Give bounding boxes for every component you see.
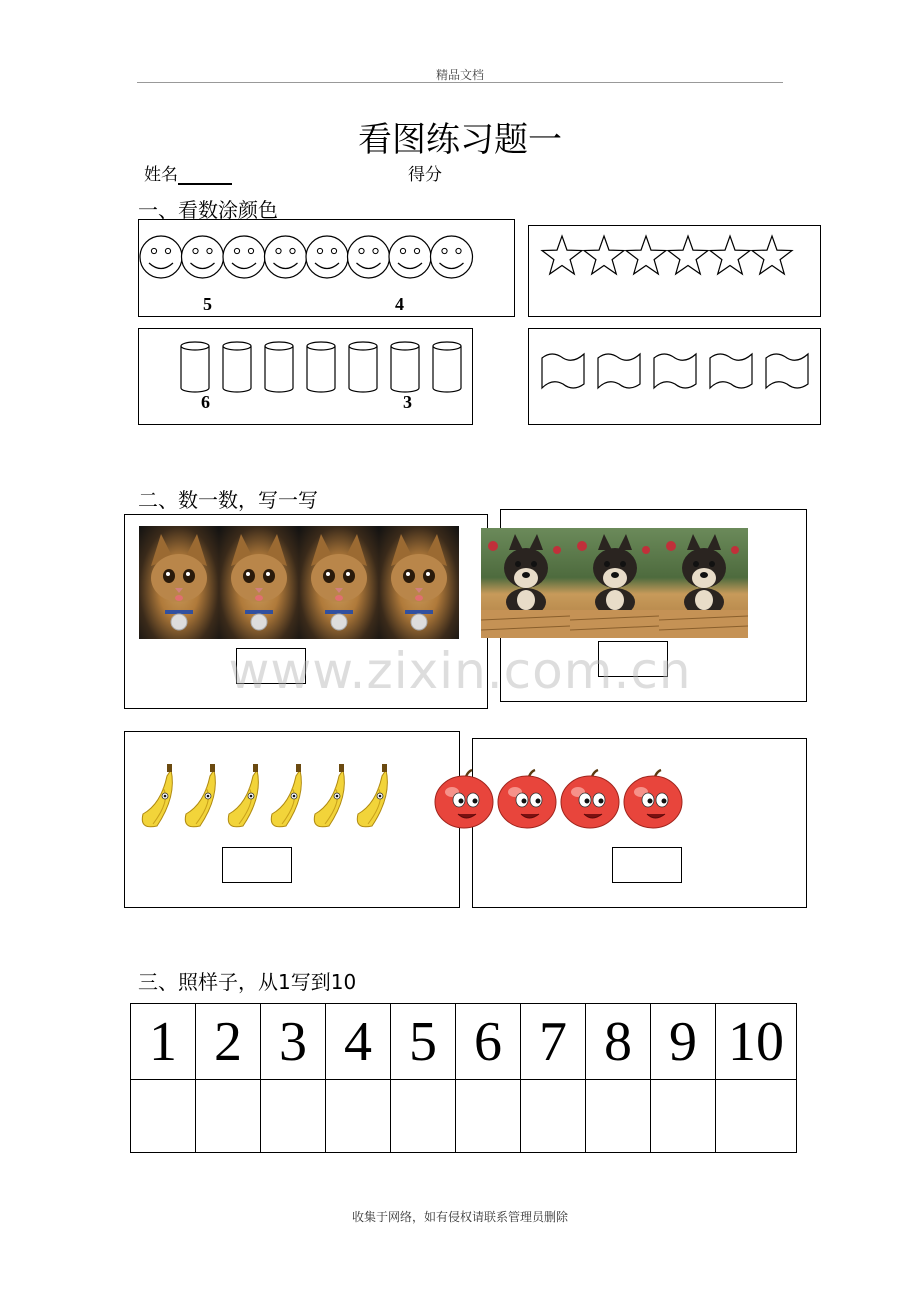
star-icon	[542, 236, 582, 274]
flag-icon	[766, 354, 808, 388]
apple-answer-box[interactable]	[612, 847, 682, 883]
write-cell[interactable]	[716, 1080, 797, 1153]
number-cell: 9	[651, 1004, 716, 1080]
write-cell[interactable]	[391, 1080, 456, 1153]
banana-box	[124, 731, 460, 908]
cat-pictures	[139, 526, 459, 639]
flag-icon	[598, 354, 640, 388]
dog-photo	[570, 528, 659, 638]
dog-pictures	[481, 528, 748, 638]
cylinder-icon	[265, 342, 293, 392]
name-label: 姓名	[144, 165, 178, 185]
star-row	[529, 226, 822, 318]
flag-row	[529, 329, 822, 426]
banana-icon	[228, 764, 258, 827]
number-cell: 4	[326, 1004, 391, 1080]
number-cell: 1	[131, 1004, 196, 1080]
dog-photo	[659, 528, 748, 638]
banana-answer-box[interactable]	[222, 847, 292, 883]
cat-photo	[219, 526, 299, 639]
banana-icon	[185, 764, 215, 827]
number-cell: 6	[456, 1004, 521, 1080]
page-header: 精品文档	[435, 68, 484, 82]
smiley-row	[139, 220, 516, 318]
number-cell: 3	[261, 1004, 326, 1080]
write-cell[interactable]	[261, 1080, 326, 1153]
number-grid	[130, 1003, 797, 1153]
cylinder-icon	[307, 342, 335, 392]
smiley-face-icon	[182, 236, 224, 278]
section1-title: 一、看数涂颜色	[138, 198, 278, 222]
write-cell[interactable]	[521, 1080, 586, 1153]
page-footer: 收集于网络，如有侵权请联系管理员删除	[351, 1210, 568, 1224]
cylinder-row	[139, 329, 474, 426]
cylinder-icon	[181, 342, 209, 392]
flag-box	[528, 328, 821, 425]
name-blank[interactable]	[178, 165, 232, 185]
write-cell[interactable]	[131, 1080, 196, 1153]
star-icon	[668, 236, 708, 274]
number-cell: 10	[716, 1004, 797, 1080]
write-cell[interactable]	[326, 1080, 391, 1153]
smiley-number-2: 4	[395, 294, 404, 314]
banana-icon	[357, 764, 387, 827]
cylinder-box	[138, 328, 473, 425]
star-icon	[752, 236, 792, 274]
write-cell[interactable]	[196, 1080, 261, 1153]
number-cell: 2	[196, 1004, 261, 1080]
cat-photo	[139, 526, 219, 639]
flag-icon	[710, 354, 752, 388]
cylinder-icon	[391, 342, 419, 392]
name-field	[144, 160, 232, 185]
page-title: 看图练习题一	[358, 120, 562, 160]
apple-row	[430, 766, 700, 836]
dog-photo	[481, 528, 570, 638]
smiley-face-icon	[389, 236, 431, 278]
banana-icon	[314, 764, 344, 827]
number-cell: 8	[586, 1004, 651, 1080]
banana-row	[125, 732, 461, 909]
section3-title: 三、照样子，从1写到10	[138, 970, 357, 994]
header-divider	[137, 82, 783, 83]
star-icon	[584, 236, 624, 274]
score-label: 得分	[408, 165, 442, 185]
banana-icon	[271, 764, 301, 827]
smiley-face-icon	[431, 236, 473, 278]
star-box	[528, 225, 821, 317]
star-icon	[626, 236, 666, 274]
watermark: www.zixin.com.cn	[228, 642, 692, 700]
flag-icon	[654, 354, 696, 388]
smiley-box	[138, 219, 515, 317]
smiley-face-icon	[140, 236, 182, 278]
flag-icon	[542, 354, 584, 388]
smiley-face-icon	[306, 236, 348, 278]
write-cell[interactable]	[586, 1080, 651, 1153]
cylinder-number-2: 3	[403, 392, 412, 412]
cat-photo	[379, 526, 459, 639]
section2-title: 二、数一数，写一写	[138, 488, 318, 512]
cylinder-icon	[349, 342, 377, 392]
number-cell: 7	[521, 1004, 586, 1080]
cat-photo	[299, 526, 379, 639]
number-cell: 5	[391, 1004, 456, 1080]
apple-icon	[561, 770, 619, 828]
cylinder-icon	[223, 342, 251, 392]
apple-icon	[435, 770, 493, 828]
banana-icon	[142, 764, 172, 827]
smiley-face-icon	[223, 236, 265, 278]
write-cell[interactable]	[456, 1080, 521, 1153]
cylinder-icon	[433, 342, 461, 392]
star-icon	[710, 236, 750, 274]
smiley-face-icon	[265, 236, 307, 278]
apple-icon	[498, 770, 556, 828]
apple-icon	[624, 770, 682, 828]
write-cell[interactable]	[651, 1080, 716, 1153]
cylinder-number-1: 6	[201, 392, 210, 412]
smiley-face-icon	[348, 236, 390, 278]
smiley-number-1: 5	[203, 294, 212, 314]
